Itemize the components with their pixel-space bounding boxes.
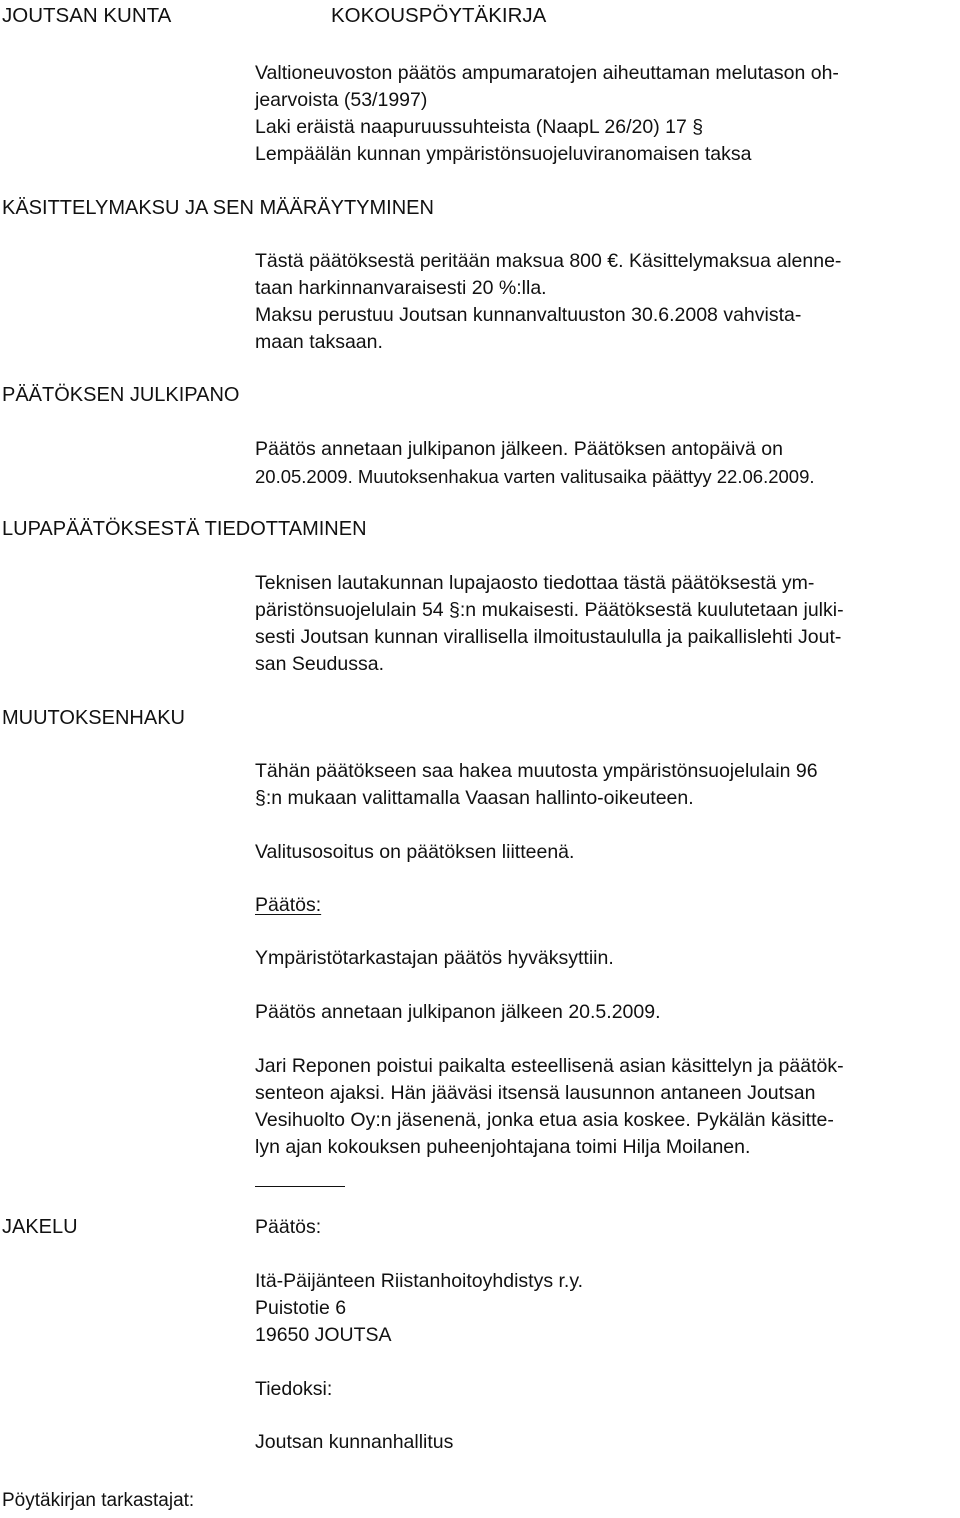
section-heading-jakelu: JAKELU	[2, 1216, 78, 1238]
appeal-line: §:n mukaan valittamalla Vaasan hallinto-oikeuteen.	[255, 787, 694, 809]
intro-line: Valtioneuvoston päätös ampumaratojen aiheuttaman melutason oh-	[255, 62, 839, 84]
recusal-line: senteon ajaksi. Hän jääväsi itsensä lausunnon antaneen Joutsan	[255, 1082, 816, 1104]
section-heading-kasittelymaksu: KÄSITTELYMAKSU JA SEN MÄÄRÄYTYMINEN	[2, 197, 434, 219]
appeal-line: Tähän päätökseen saa hakea muutosta ympäristönsuojelulain 96	[255, 760, 818, 782]
address-line: Puistotie 6	[255, 1297, 347, 1319]
section-heading-tiedottaminen: LUPAPÄÄTÖKSESTÄ TIEDOTTAMINEN	[2, 518, 367, 540]
fee-line: taan harkinnanvaraisesti 20 %:lla.	[255, 277, 547, 299]
recusal-line: lyn ajan kokouksen puheenjohtajana toimi Hilja Moilanen.	[255, 1136, 751, 1158]
notice-line: sesti Joutsan kunnan virallisella ilmoitustaululla ja paikallislehti Jout-	[255, 626, 842, 648]
separator-rule	[255, 1186, 345, 1187]
document-type: KOKOUSPÖYTÄKIRJA	[331, 4, 547, 27]
info-recipient: Joutsan kunnanhallitus	[255, 1431, 454, 1453]
notice-line: Teknisen lautakunnan lupajaosto tiedottaa tästä päätöksestä ym-	[255, 572, 815, 594]
appendix-note: Valitusosoitus on päätöksen liitteenä.	[255, 841, 575, 863]
info-label: Tiedoksi:	[255, 1378, 333, 1400]
intro-line: jearvoista (53/1997)	[255, 89, 428, 111]
fee-line: maan taksaan.	[255, 331, 383, 353]
publication-line: 20.05.2009. Muutoksenhakua varten valitusaika päättyy 22.06.2009.	[255, 466, 815, 487]
footer-label: Pöytäkirjan tarkastajat:	[2, 1490, 195, 1511]
intro-line: Laki eräistä naapuruussuhteista (NaapL 26/20) 17 §	[255, 116, 704, 138]
decision-label-2: Päätös:	[255, 1216, 322, 1238]
intro-line: Lempäälän kunnan ympäristönsuojeluviranomaisen taksa	[255, 143, 752, 165]
recusal-line: Jari Reponen poistui paikalta esteellisenä asian käsittelyn ja päätök-	[255, 1055, 844, 1077]
fee-line: Tästä päätöksestä peritään maksua 800 €. Käsittelymaksua alenne-	[255, 250, 842, 272]
notice-line: päristönsuojelulain 54 §:n mukaisesti. Päätöksestä kuulutetaan julki-	[255, 599, 844, 621]
fee-line: Maksu perustuu Joutsan kunnanvaltuuston 30.6.2008 vahvista-	[255, 304, 802, 326]
decision-publication: Päätös annetaan julkipanon jälkeen 20.5.2009.	[255, 1001, 661, 1023]
org-name: JOUTSAN KUNTA	[2, 4, 172, 27]
address-line: Itä-Päijänteen Riistanhoitoyhdistys r.y.	[255, 1270, 584, 1292]
decision-label: Päätös:	[255, 894, 322, 916]
decision-text: Ympäristötarkastajan päätös hyväksyttiin.	[255, 947, 614, 969]
publication-line: Päätös annetaan julkipanon jälkeen. Päätöksen antopäivä on	[255, 438, 783, 460]
section-heading-julkipano: PÄÄTÖKSEN JULKIPANO	[2, 384, 240, 406]
address-line: 19650 JOUTSA	[255, 1324, 392, 1346]
recusal-line: Vesihuolto Oy:n jäsenenä, jonka etua asia koskee. Pykälän käsitte-	[255, 1109, 834, 1131]
section-heading-muutoksenhaku: MUUTOKSENHAKU	[2, 707, 185, 729]
notice-line: san Seudussa.	[255, 653, 385, 675]
